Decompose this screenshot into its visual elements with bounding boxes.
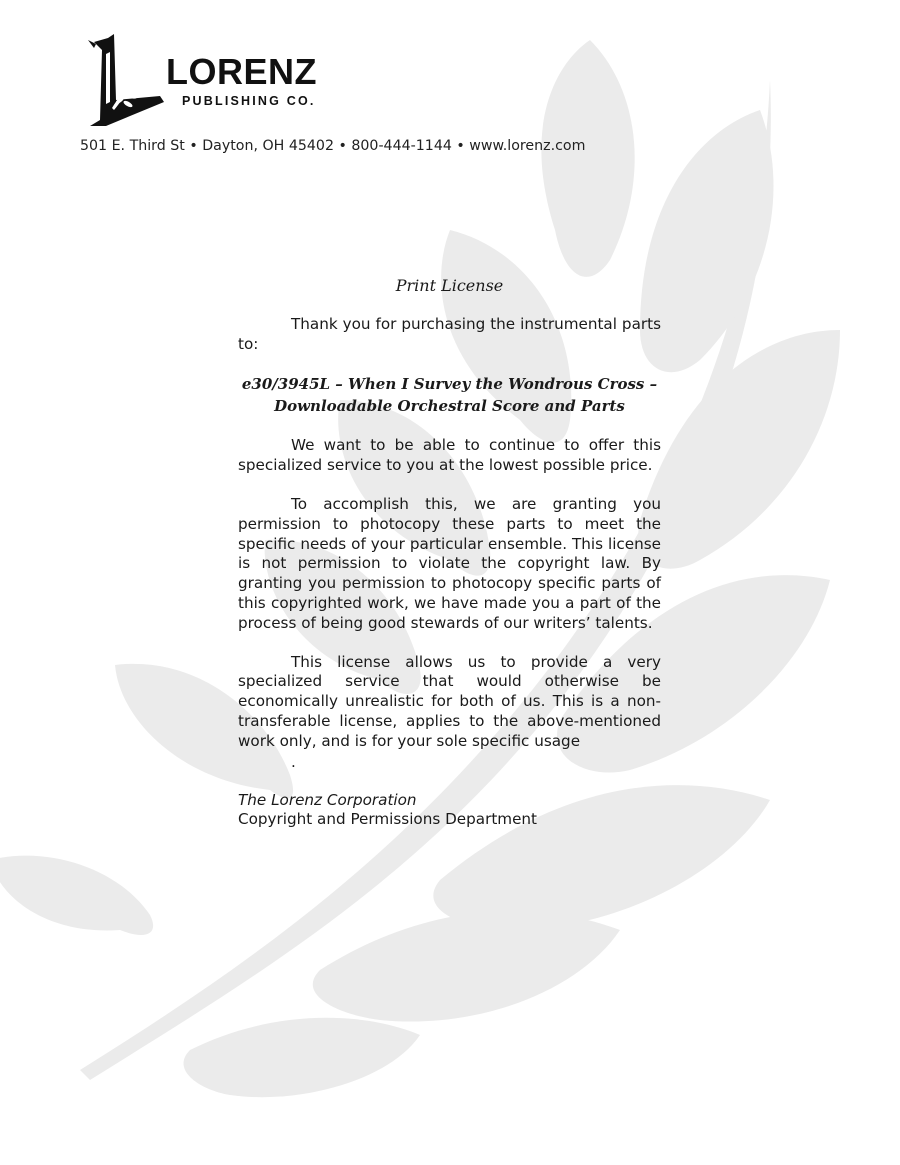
intro-paragraph: Thank you for purchasing the instrumental parts to: [238,314,661,353]
logo-wordmark: LORENZ [166,51,317,92]
letter-title: Print License [395,276,504,295]
paragraph-2: To accomplish this, we are granting you permission to photocopy these parts to meet the specific needs of your particular ensemble. This license is not permission to violate the copyright law. By granting you permission to photocopy specific parts of this copyrighted work, we have made you a part of the process of being good stewards of our writers’ talents. [238,494,661,632]
signature-department: Copyright and Permissions Department [238,810,537,829]
logo-l-mark-icon [86,30,166,130]
lorenz-logo [86,30,336,130]
paragraph-3: This license allows us to provide a very specialized service that would otherwise be economically unrealistic for both of us. This is a non-transferable license, applies to the above-mentioned work only, and is for your sole specific usage [238,652,661,750]
product-title [238,373,661,417]
paragraph-3-tail: . [291,752,296,771]
letterhead-address: 501 E. Third St • Dayton, OH 45402 • 800-444-1144 • www.lorenz.com [80,138,586,154]
product-title-line-2: Downloadable Orchestral Score and Parts [274,397,625,416]
paragraph-1: We want to be able to continue to offer this specialized service to you at the lowest possible price. [238,436,661,475]
product-title-line-1: e30/3945L – When I Survey the Wondrous Cross – [241,375,658,394]
signature-name: The Lorenz Corporation [238,790,417,809]
logo-subtitle: PUBLISHING CO. [182,94,316,108]
letter-body [238,276,661,830]
